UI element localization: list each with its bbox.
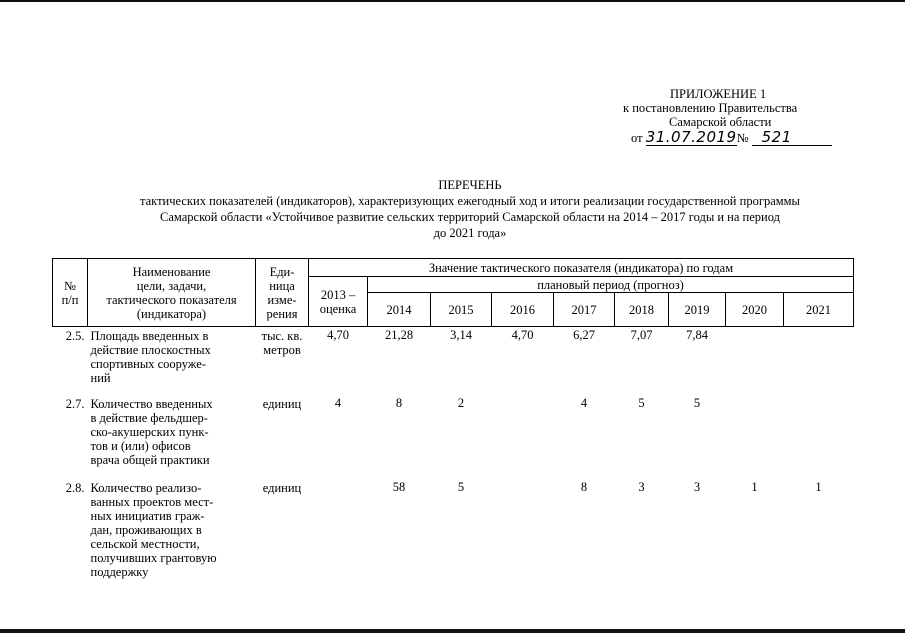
appendix-date-line — [631, 130, 832, 146]
value-cell — [726, 395, 784, 479]
estimate-cell — [309, 479, 368, 589]
list-subtitle-line-2: Самарской области «Устойчивое развитие сельских территорий Самарской области на 2014 – 2017 годы и на период — [160, 210, 780, 224]
value-cell: 1 — [751, 479, 758, 494]
year-header: 2017 — [554, 293, 615, 327]
table-row — [53, 327, 854, 395]
value-cell: 3 — [693, 479, 701, 494]
indicator-name: Количество введенных в действие фельдшер- ско-акушерских пунк- тов и (или) офисов врача общей практики — [90, 396, 213, 467]
row-number: 2.5. — [65, 329, 85, 343]
year-header: 2016 — [492, 293, 554, 327]
value-cell: 6,27 — [573, 328, 595, 342]
table-row — [53, 479, 854, 589]
value-cell — [492, 395, 554, 479]
estimate-cell: 4,70 — [327, 328, 349, 342]
top-border-line — [0, 0, 905, 2]
list-subtitle-line-3: до 2021 года» — [433, 226, 507, 240]
value-cell: 5 — [693, 395, 701, 410]
list-subtitle-line-1: тактических показателей (индикаторов), характеризующих ежегодный ход и итоги реализации государственной программы — [140, 194, 800, 208]
handwritten-date: 31.07.2019 — [645, 128, 737, 146]
year-header: 2018 — [615, 293, 669, 327]
value-cell: 5 — [638, 395, 645, 410]
col-header-unit: Еди- ница изме- рения — [256, 259, 309, 327]
values-header: Значение тактического показателя (индикатора) по годам — [309, 259, 854, 277]
estimate-cell: 4 — [334, 395, 342, 410]
value-cell — [726, 327, 784, 395]
year-header: 2020 — [726, 293, 784, 327]
indicator-name: Количество реализо- ванных проектов мест- ных инициатив граж- дан, проживающих в сельской местности, получивших грантовую поддержку — [90, 480, 217, 579]
handwritten-number: 521 — [752, 130, 832, 146]
indicator-name: Площадь введенных в действие плоскостных спортивных сооруже- ний — [90, 329, 211, 385]
bottom-border-line — [0, 629, 905, 633]
list-title: ПЕРЕЧЕНЬ — [438, 178, 502, 192]
value-cell: 2 — [457, 395, 465, 410]
col-header-name: Наименование цели, задачи, тактического показателя (индикатора) — [88, 259, 256, 327]
value-cell: 1 — [815, 479, 822, 494]
appendix-title: ПРИЛОЖЕНИЕ 1 — [670, 87, 767, 101]
planned-period-header: плановый период (прогноз) — [368, 277, 854, 293]
number-label: № — [736, 131, 749, 145]
value-cell — [784, 395, 854, 479]
row-number: 2.7. — [65, 396, 85, 411]
value-cell: 3,14 — [450, 328, 472, 342]
year-header: 2021 — [784, 293, 854, 327]
unit-cell: тыс. кв. метров — [261, 329, 303, 357]
value-cell — [492, 479, 554, 589]
value-cell: 3 — [638, 479, 645, 494]
value-cell — [784, 327, 854, 395]
unit-cell: единиц — [262, 396, 302, 411]
appendix-line-1: к постановлению Правительства — [623, 101, 798, 115]
value-cell: 4 — [580, 395, 588, 410]
col-header-number: № п/п — [53, 259, 88, 327]
value-cell: 7,07 — [630, 328, 653, 342]
value-cell: 5 — [457, 479, 465, 494]
indicators-table — [52, 258, 854, 589]
value-cell: 8 — [395, 395, 403, 410]
year-header: 2019 — [669, 293, 726, 327]
unit-cell: единиц — [262, 480, 302, 495]
value-cell: 4,70 — [511, 328, 534, 342]
value-cell: 58 — [392, 479, 406, 494]
col-header-estimate: 2013 – оценка — [309, 277, 368, 327]
value-cell: 21,28 — [384, 328, 414, 342]
appendix-line-2: Самарской области — [669, 115, 772, 129]
row-number: 2.8. — [65, 480, 85, 495]
year-header: 2014 — [368, 293, 431, 327]
year-header: 2015 — [431, 293, 492, 327]
value-cell: 7,84 — [686, 328, 708, 342]
value-cell: 8 — [580, 479, 588, 494]
from-label: от — [631, 131, 643, 145]
table-row — [53, 395, 854, 479]
